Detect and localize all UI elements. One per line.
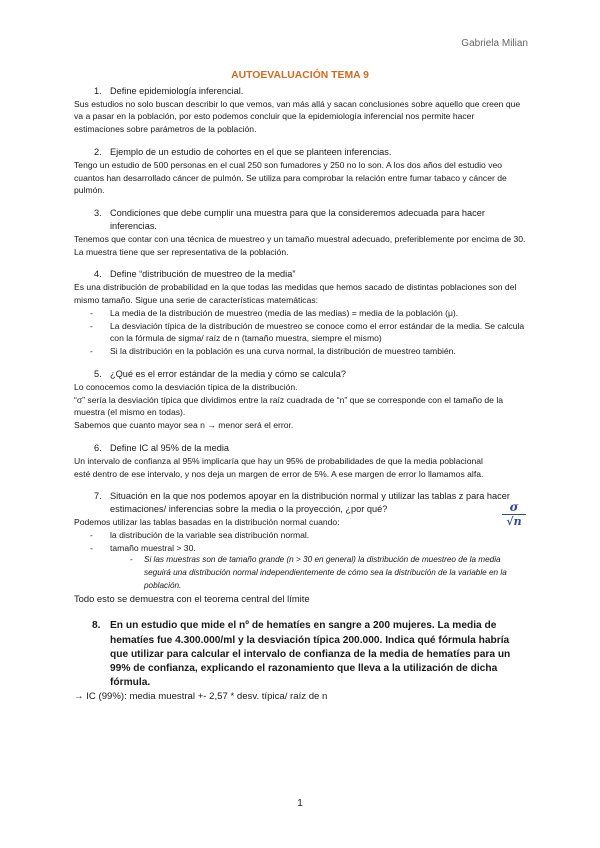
answer-7: Podemos utilizar las tablas basadas en la distribución normal cuando: xyxy=(74,516,340,527)
question-1: 1. Define epidemiología inferencial. xyxy=(94,85,244,96)
answer-1: Sus estudios no solo buscan describir lo que vemos, van más allá y sacan conclusiones sobre aquello que creen que va a pasar en la población, por esto podemos concluir que la epidemiología inferencial nos permite hacer estimaciones sobre parámetros de la población. xyxy=(74,98,521,135)
list-item: - La desviación típica de la distribución de muestreo se conoce como el error estándar de la media. Se calcula con la fórmula de sigma/ raíz de n (tamaño muestra, siempre el mismo) xyxy=(90,320,526,346)
list-item: - tamaño muestral > 30. xyxy=(90,542,526,555)
question-8: 8. En un estudio que mide el nº de hematíes en sangre a 200 mujeres. La media de hematíes fue 4.300.000/ml y la desviación típica 200.000. Indica qué fórmula habría que utilizar para calcular el intervalo de confianza de la media de hematíes para un 99% de confianza, explicando el razonamiento que lleva a la utilización de dicha fórmula. xyxy=(92,620,511,689)
list-item: - La media de la distribución de muestreo (media de las medias) = media de la población (μ). xyxy=(90,307,526,320)
answer-2: Tengo un estudio de 500 personas en el cual 250 son fumadores y 250 no lo son. A los dos años del estudio veo cuantos han desarrollado cáncer de pulmón. Se utiliza para comprobar la relación entre fumar tabaco y cáncer de pulmón. xyxy=(74,159,507,196)
formula-denominator: √n xyxy=(506,515,522,528)
answer-7-sublist xyxy=(74,554,526,592)
question-7: 7. Situación en la que nos podemos apoyar en la distribución normal y utilizar las tablas z para hacer estimaciones/ inferencias sobre la media o la proyección, ¿por qué? xyxy=(94,491,510,515)
document-title: AUTOEVALUACIÓN TEMA 9 xyxy=(231,70,369,81)
question-4: 4. Define “distribución de muestreo de la media” xyxy=(94,269,296,280)
list-item: - la distribución de la variable sea distribución normal. xyxy=(90,529,526,542)
answer-8: → IC (99%): media muestral +- 2,57 * desv. típica/ raíz de n xyxy=(74,690,328,702)
answer-5-line-3: Sabemos que cuanto mayor sea n → menor será el error. xyxy=(74,420,294,431)
author-name: Gabriela Milian xyxy=(461,38,528,49)
document-body xyxy=(74,70,526,703)
answer-7-list xyxy=(74,529,526,555)
answer-5-line-1: Lo conocemos como la desviación típica de la distribución. xyxy=(74,381,298,392)
list-item: - Si la distribución en la población es una curva normal, la distribución de muestreo también. xyxy=(90,345,526,358)
question-5: 5. ¿Qué es el error estándar de la media y cómo se calcula? xyxy=(94,368,346,379)
standard-error-formula xyxy=(502,500,526,529)
answer-6: Un intervalo de confianza al 95% implicaría que hay un 95% de probabilidades de que la media poblacional esté dentro de ese intervalo, y nos deja un margen de error de 5%. A ese margen de error lo llamamos alfa. xyxy=(74,455,484,479)
formula-numerator: σ xyxy=(502,500,526,515)
question-6: 6. Define IC al 95% de la media xyxy=(94,442,229,453)
answer-5-line-2: “σ” sería la desviación típica que dividimos entre la raíz cuadrada de “n” que se corresponde con el tamaño de la muestra (el mismo en todas). xyxy=(74,394,504,418)
list-item: - Si las muestras son de tamaño grande (n > 30 en general) la distribución de muestreo de la media seguirá una distribución normal independientemente de cómo sea la distribución de la variable en la población. xyxy=(130,554,526,592)
question-3: 3. Condiciones que debe cumplir una muestra para que la consideremos adecuada para hacer inferencias. xyxy=(94,208,485,231)
answer-4: Es una distribución de probabilidad en la que todas las medidas que hemos sacado de distintas poblaciones son del mismo tamaño. Sigue una serie de características matemáticas: xyxy=(74,282,517,305)
question-2: 2. Ejemplo de un estudio de cohortes en el que se planteen inferencias. xyxy=(94,146,392,157)
answer-7-closing: Todo esto se demuestra con el teorema central del límite xyxy=(74,592,310,604)
answer-4-list xyxy=(74,307,526,358)
answer-3: Tenemos que contar con una técnica de muestreo y un tamaño muestral adecuado, preferiblemente por encima de 30. La muestra tiene que ser representativa de la población. xyxy=(74,233,526,257)
page-number: 1 xyxy=(297,798,303,809)
